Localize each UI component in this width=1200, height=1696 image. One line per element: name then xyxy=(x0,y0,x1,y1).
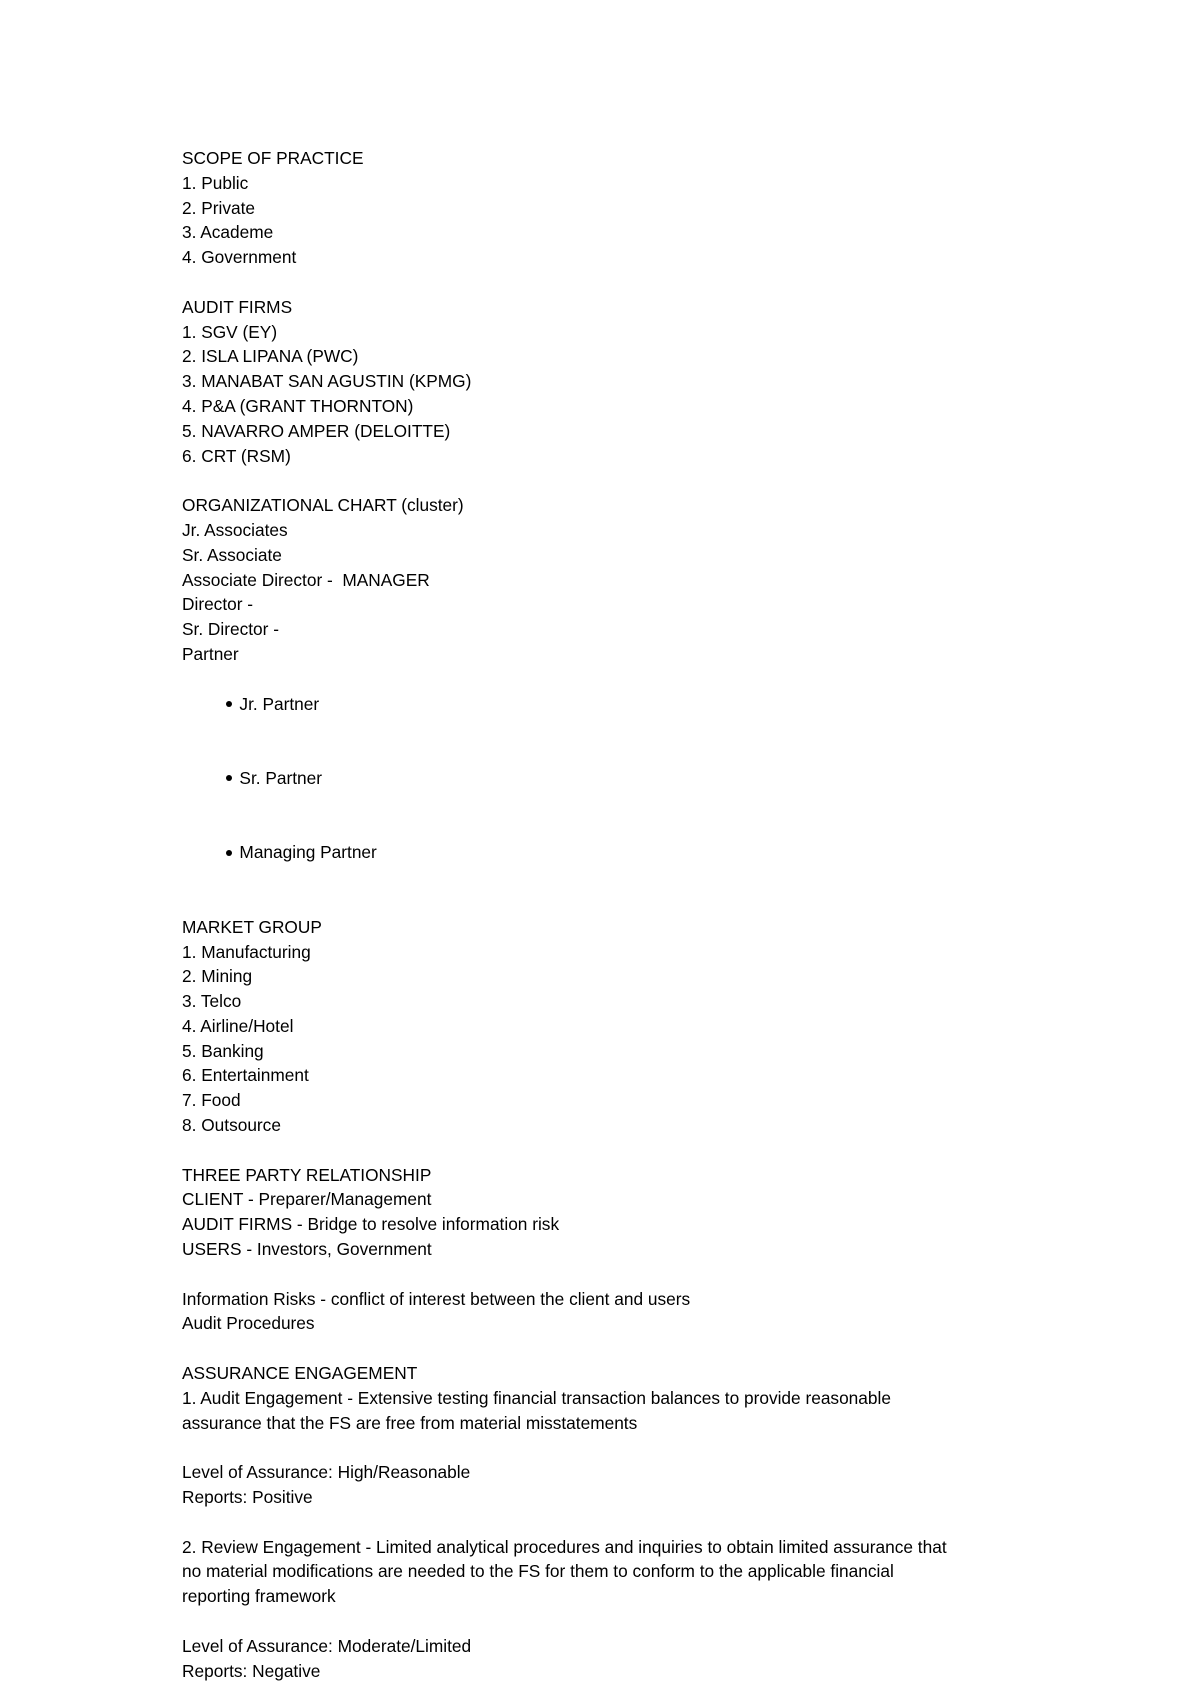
paragraph-line: Audit Procedures xyxy=(182,1313,315,1334)
list-item: Sr. Associate xyxy=(182,544,282,565)
list-item: CLIENT - Preparer/Management xyxy=(182,1189,432,1210)
audit-firms-section xyxy=(182,295,1042,469)
list-item: 2. Mining xyxy=(182,966,253,987)
document-body xyxy=(182,146,1042,1683)
bullet-text: Managing Partner xyxy=(239,842,377,863)
paragraph-line: Information Risks - conflict of interest between the client and users xyxy=(182,1288,691,1309)
list-item: 4. Government xyxy=(182,247,297,268)
assurance-level: Level of Assurance: High/Reasonable xyxy=(182,1462,471,1483)
list-item: 4. P&A (GRANT THORNTON) xyxy=(182,395,414,416)
list-item: 7. Food xyxy=(182,1090,241,1111)
section-heading: SCOPE OF PRACTICE xyxy=(182,148,364,168)
paragraph-gap xyxy=(182,1510,1042,1535)
paragraph-gap xyxy=(182,468,1042,493)
list-item: 1. Manufacturing xyxy=(182,941,311,962)
list-item: AUDIT FIRMS - Bridge to resolve information risk xyxy=(182,1214,560,1235)
paragraph-line: assurance that the FS are free from material misstatements xyxy=(182,1412,638,1433)
list-item: Associate Director - MANAGER xyxy=(182,569,430,590)
market-group-section xyxy=(182,915,1042,1138)
paragraph-gap xyxy=(182,1609,1042,1634)
report-type: Reports: Positive xyxy=(182,1487,313,1508)
list-item: USERS - Investors, Government xyxy=(182,1239,432,1260)
bullet-item xyxy=(182,816,1042,890)
bullet-item xyxy=(182,741,1042,815)
paragraph-gap xyxy=(182,1435,1042,1460)
list-item: 2. Private xyxy=(182,197,255,218)
section-heading: ORGANIZATIONAL CHART (cluster) xyxy=(182,495,464,516)
list-item: 6. Entertainment xyxy=(182,1065,309,1086)
list-item: 3. Academe xyxy=(182,222,274,243)
paragraph-gap xyxy=(182,1262,1042,1287)
bullet-item xyxy=(182,667,1042,741)
list-item: 3. MANABAT SAN AGUSTIN (KPMG) xyxy=(182,371,472,392)
paragraph-gap xyxy=(182,1138,1042,1163)
section-heading: THREE PARTY RELATIONSHIP xyxy=(182,1164,432,1185)
three-party-section xyxy=(182,1163,1042,1262)
list-item: 3. Telco xyxy=(182,991,242,1012)
list-item: 5. NAVARRO AMPER (DELOITTE) xyxy=(182,420,451,441)
list-item: 8. Outsource xyxy=(182,1115,281,1136)
paragraph-line: 1. Audit Engagement - Extensive testing financial transaction balances to provide reasonable xyxy=(182,1387,891,1408)
list-item: Director - xyxy=(182,594,254,615)
bullet-icon xyxy=(226,701,232,707)
report-type: Reports: Negative xyxy=(182,1660,321,1681)
paragraph-gap xyxy=(182,270,1042,295)
paragraph-line: reporting framework xyxy=(182,1586,336,1607)
bullet-text: Sr. Partner xyxy=(239,767,323,788)
list-item: Sr. Director - xyxy=(182,619,279,640)
paragraph-line: no material modifications are needed to the FS for them to conform to the applicable financial xyxy=(182,1561,894,1582)
assurance-level: Level of Assurance: Moderate/Limited xyxy=(182,1635,472,1656)
list-item: 5. Banking xyxy=(182,1040,264,1061)
list-item: 1. Public xyxy=(182,172,249,193)
list-item: Jr. Associates xyxy=(182,519,288,540)
bullet-icon xyxy=(226,775,232,781)
list-item: 4. Airline/Hotel xyxy=(182,1015,294,1036)
paragraph-gap xyxy=(182,1336,1042,1361)
section-heading: MARKET GROUP xyxy=(182,916,322,937)
information-risks-section xyxy=(182,1287,1042,1337)
bullet-text: Jr. Partner xyxy=(239,693,320,714)
paragraph-gap xyxy=(182,890,1042,915)
list-item: Partner xyxy=(182,643,239,664)
org-chart-section xyxy=(182,493,1042,890)
list-item: 6. CRT (RSM) xyxy=(182,445,291,466)
paragraph-line: 2. Review Engagement - Limited analytical procedures and inquiries to obtain limited assurance that xyxy=(182,1536,947,1557)
list-item: 1. SGV (EY) xyxy=(182,321,278,342)
section-heading: ASSURANCE ENGAGEMENT xyxy=(182,1363,418,1384)
section-heading: AUDIT FIRMS xyxy=(182,296,293,317)
assurance-engagement-section xyxy=(182,1361,1042,1683)
bullet-icon xyxy=(226,850,232,856)
scope-of-practice-section xyxy=(182,146,1042,270)
list-item: 2. ISLA LIPANA (PWC) xyxy=(182,346,359,367)
